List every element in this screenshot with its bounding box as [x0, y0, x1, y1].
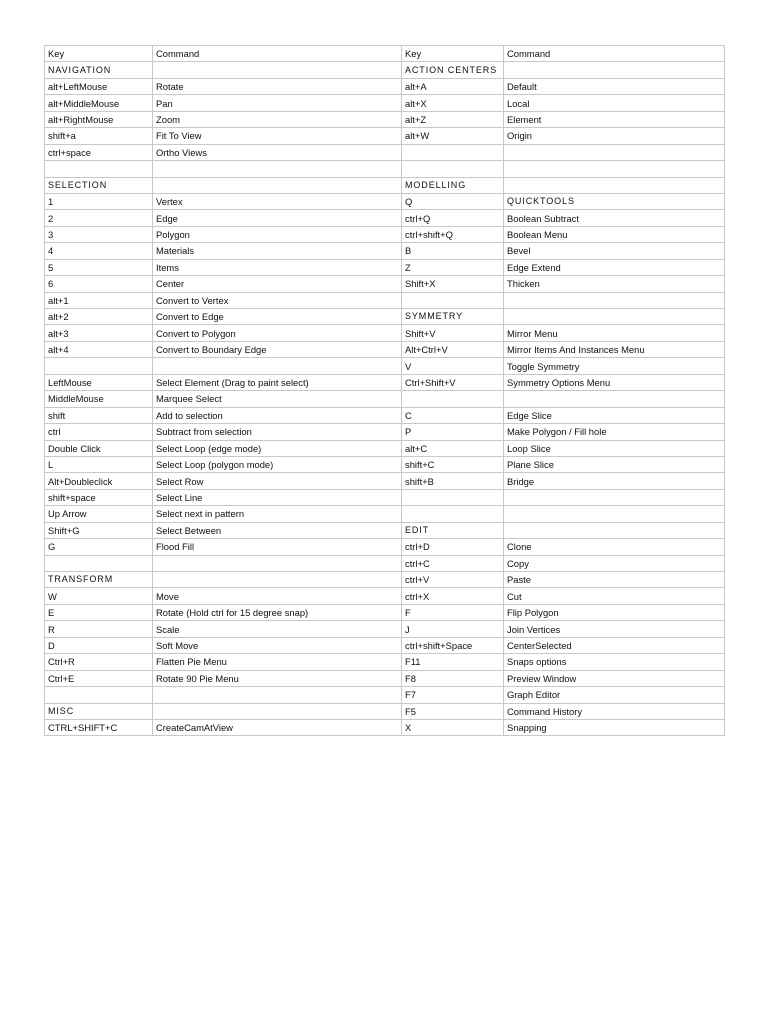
- right-command-cell: Clone: [504, 539, 725, 555]
- left-command-cell: Edge: [153, 210, 402, 226]
- left-key-cell: LeftMouse: [45, 374, 153, 390]
- right-key-cell: F5: [402, 703, 504, 719]
- left-command-cell: Rotate 90 Pie Menu: [153, 670, 402, 686]
- table-row: [45, 670, 725, 686]
- right-command-cell: Command History: [504, 703, 725, 719]
- right-command-cell: Copy: [504, 555, 725, 571]
- table-row: [45, 637, 725, 653]
- table-row: [45, 226, 725, 242]
- left-key-cell: Up Arrow: [45, 506, 153, 522]
- right-command-cell: Preview Window: [504, 670, 725, 686]
- right-command-cell: Snapping: [504, 719, 725, 735]
- right-key-cell: ctrl+shift+Q: [402, 226, 504, 242]
- right-command-cell: [504, 161, 725, 177]
- left-command-cell: Flood Fill: [153, 539, 402, 555]
- left-key-cell: W: [45, 588, 153, 604]
- section-header-cell: TRANSFORM: [45, 572, 153, 588]
- right-command-cell: Symmetry Options Menu: [504, 374, 725, 390]
- right-key-cell: F: [402, 604, 504, 620]
- table-row: [45, 391, 725, 407]
- section-header-cell: MISC: [45, 703, 153, 719]
- table-row: [45, 62, 725, 78]
- table-row: [45, 522, 725, 538]
- left-command-cell: [153, 572, 402, 588]
- left-key-cell: 4: [45, 243, 153, 259]
- left-command-cell: Select Element (Drag to paint select): [153, 374, 402, 390]
- shortcut-table-body: [45, 46, 725, 736]
- table-row: [45, 78, 725, 94]
- left-key-cell: 2: [45, 210, 153, 226]
- table-row: [45, 407, 725, 423]
- left-key-cell: [45, 358, 153, 374]
- right-key-cell: J: [402, 621, 504, 637]
- right-key-cell: V: [402, 358, 504, 374]
- table-row: [45, 489, 725, 505]
- table-row: [45, 555, 725, 571]
- left-command-cell: Subtract from selection: [153, 424, 402, 440]
- table-row: [45, 358, 725, 374]
- left-key-cell: alt+4: [45, 341, 153, 357]
- left-key-cell: alt+RightMouse: [45, 111, 153, 127]
- right-key-cell: B: [402, 243, 504, 259]
- right-command-cell: Graph Editor: [504, 687, 725, 703]
- left-key-cell: shift+space: [45, 489, 153, 505]
- table-row: [45, 111, 725, 127]
- right-key-cell: alt+X: [402, 95, 504, 111]
- right-command-cell: Snaps options: [504, 654, 725, 670]
- table-row: [45, 128, 725, 144]
- left-command-cell: Select Loop (polygon mode): [153, 456, 402, 472]
- right-command-cell: [504, 62, 725, 78]
- table-header-row: [45, 46, 725, 62]
- left-command-cell: Select Loop (edge mode): [153, 440, 402, 456]
- left-key-cell: L: [45, 456, 153, 472]
- table-row: [45, 177, 725, 193]
- left-command-cell: Items: [153, 259, 402, 275]
- left-command-cell: [153, 358, 402, 374]
- right-key-cell: Shift+X: [402, 276, 504, 292]
- right-command-cell: Default: [504, 78, 725, 94]
- right-key-cell: alt+A: [402, 78, 504, 94]
- left-key-cell: alt+LeftMouse: [45, 78, 153, 94]
- right-key-cell: ctrl+C: [402, 555, 504, 571]
- right-command-cell: [504, 177, 725, 193]
- left-command-cell: CreateCamAtView: [153, 719, 402, 735]
- right-command-cell: Boolean Menu: [504, 226, 725, 242]
- section-header-cell: ACTION CENTERS: [402, 62, 504, 78]
- table-row: [45, 473, 725, 489]
- section-header-cell: EDIT: [402, 522, 504, 538]
- table-row: [45, 95, 725, 111]
- table-row: [45, 506, 725, 522]
- table-row: [45, 161, 725, 177]
- right-command-cell: [504, 489, 725, 505]
- right-command-cell: Origin: [504, 128, 725, 144]
- table-row: [45, 424, 725, 440]
- right-key-cell: shift+C: [402, 456, 504, 472]
- right-command-cell: Bevel: [504, 243, 725, 259]
- left-command-cell: Flatten Pie Menu: [153, 654, 402, 670]
- right-key-cell: alt+Z: [402, 111, 504, 127]
- table-row: [45, 210, 725, 226]
- right-command-cell: Element: [504, 111, 725, 127]
- left-key-cell: E: [45, 604, 153, 620]
- right-command-cell: [504, 391, 725, 407]
- right-key-cell: [402, 292, 504, 308]
- left-key-cell: G: [45, 539, 153, 555]
- left-command-cell: [153, 555, 402, 571]
- right-key-cell: Alt+Ctrl+V: [402, 341, 504, 357]
- left-key-cell: 6: [45, 276, 153, 292]
- left-command-cell: [153, 703, 402, 719]
- left-command-cell: Rotate: [153, 78, 402, 94]
- right-key-cell: ctrl+V: [402, 572, 504, 588]
- right-command-cell: [504, 309, 725, 325]
- right-command-cell: Cut: [504, 588, 725, 604]
- column-header-right-command: Command: [504, 46, 725, 62]
- column-header-left-command: Command: [153, 46, 402, 62]
- left-key-cell: alt+1: [45, 292, 153, 308]
- left-command-cell: Pan: [153, 95, 402, 111]
- section-header-cell: MODELLING: [402, 177, 504, 193]
- right-command-cell: Mirror Items And Instances Menu: [504, 341, 725, 357]
- right-command-cell: Boolean Subtract: [504, 210, 725, 226]
- left-command-cell: Materials: [153, 243, 402, 259]
- left-command-cell: Select next in pattern: [153, 506, 402, 522]
- left-command-cell: Select Row: [153, 473, 402, 489]
- section-header-cell: SELECTION: [45, 177, 153, 193]
- right-key-cell: C: [402, 407, 504, 423]
- left-key-cell: Double Click: [45, 440, 153, 456]
- right-command-cell: [504, 506, 725, 522]
- left-command-cell: [153, 177, 402, 193]
- left-command-cell: Convert to Boundary Edge: [153, 341, 402, 357]
- table-row: [45, 572, 725, 588]
- table-row: [45, 243, 725, 259]
- left-key-cell: D: [45, 637, 153, 653]
- left-command-cell: [153, 161, 402, 177]
- table-row: [45, 703, 725, 719]
- shortcut-table: [44, 45, 725, 736]
- left-command-cell: Vertex: [153, 193, 402, 209]
- left-key-cell: ctrl+space: [45, 144, 153, 160]
- right-key-cell: [402, 391, 504, 407]
- right-command-cell: Join Vertices: [504, 621, 725, 637]
- right-key-cell: F11: [402, 654, 504, 670]
- table-row: [45, 309, 725, 325]
- right-command-cell: [504, 144, 725, 160]
- left-command-cell: [153, 62, 402, 78]
- right-key-cell: P: [402, 424, 504, 440]
- table-row: [45, 276, 725, 292]
- left-key-cell: 5: [45, 259, 153, 275]
- left-key-cell: CTRL+SHIFT+C: [45, 719, 153, 735]
- left-key-cell: Shift+G: [45, 522, 153, 538]
- right-command-cell: Plane Slice: [504, 456, 725, 472]
- right-command-cell: Paste: [504, 572, 725, 588]
- table-row: [45, 193, 725, 209]
- section-header-cell: NAVIGATION: [45, 62, 153, 78]
- left-key-cell: alt+3: [45, 325, 153, 341]
- table-row: [45, 604, 725, 620]
- section-header-cell: SYMMETRY: [402, 309, 504, 325]
- right-key-cell: Q: [402, 193, 504, 209]
- left-key-cell: shift+a: [45, 128, 153, 144]
- right-command-cell: Edge Extend: [504, 259, 725, 275]
- left-key-cell: Alt+Doubleclick: [45, 473, 153, 489]
- shortcut-sheet: [44, 45, 724, 736]
- left-key-cell: Ctrl+E: [45, 670, 153, 686]
- right-key-cell: alt+C: [402, 440, 504, 456]
- right-command-cell: Bridge: [504, 473, 725, 489]
- right-command-cell: Thicken: [504, 276, 725, 292]
- right-key-cell: [402, 506, 504, 522]
- right-command-cell: Toggle Symmetry: [504, 358, 725, 374]
- right-key-cell: alt+W: [402, 128, 504, 144]
- right-key-cell: F7: [402, 687, 504, 703]
- right-command-cell: Mirror Menu: [504, 325, 725, 341]
- right-key-cell: [402, 161, 504, 177]
- left-command-cell: Rotate (Hold ctrl for 15 degree snap): [153, 604, 402, 620]
- left-command-cell: Center: [153, 276, 402, 292]
- left-command-cell: Convert to Vertex: [153, 292, 402, 308]
- right-command-cell: Make Polygon / Fill hole: [504, 424, 725, 440]
- left-command-cell: Add to selection: [153, 407, 402, 423]
- left-key-cell: alt+MiddleMouse: [45, 95, 153, 111]
- right-key-cell: ctrl+Q: [402, 210, 504, 226]
- right-command-cell: Flip Polygon: [504, 604, 725, 620]
- right-key-cell: Shift+V: [402, 325, 504, 341]
- table-row: [45, 687, 725, 703]
- left-command-cell: [153, 687, 402, 703]
- right-key-cell: shift+B: [402, 473, 504, 489]
- left-key-cell: ctrl: [45, 424, 153, 440]
- left-command-cell: Zoom: [153, 111, 402, 127]
- right-key-cell: ctrl+shift+Space: [402, 637, 504, 653]
- table-row: [45, 292, 725, 308]
- table-row: [45, 456, 725, 472]
- left-key-cell: [45, 161, 153, 177]
- right-command-cell: Loop Slice: [504, 440, 725, 456]
- table-row: [45, 719, 725, 735]
- table-row: [45, 539, 725, 555]
- table-row: [45, 259, 725, 275]
- left-command-cell: Scale: [153, 621, 402, 637]
- table-row: [45, 325, 725, 341]
- left-key-cell: Ctrl+R: [45, 654, 153, 670]
- right-key-cell: X: [402, 719, 504, 735]
- right-command-cell: CenterSelected: [504, 637, 725, 653]
- table-row: [45, 654, 725, 670]
- left-command-cell: Select Line: [153, 489, 402, 505]
- right-key-cell: ctrl+X: [402, 588, 504, 604]
- left-key-cell: MiddleMouse: [45, 391, 153, 407]
- left-key-cell: 3: [45, 226, 153, 242]
- right-command-cell: [504, 292, 725, 308]
- left-key-cell: shift: [45, 407, 153, 423]
- table-row: [45, 341, 725, 357]
- right-key-cell: [402, 144, 504, 160]
- right-key-cell: Z: [402, 259, 504, 275]
- left-key-cell: [45, 687, 153, 703]
- left-command-cell: Ortho Views: [153, 144, 402, 160]
- table-row: [45, 374, 725, 390]
- left-command-cell: Move: [153, 588, 402, 604]
- column-header-left-key: Key: [45, 46, 153, 62]
- left-command-cell: Convert to Polygon: [153, 325, 402, 341]
- left-key-cell: 1: [45, 193, 153, 209]
- left-command-cell: Fit To View: [153, 128, 402, 144]
- right-key-cell: [402, 489, 504, 505]
- left-command-cell: Polygon: [153, 226, 402, 242]
- right-key-cell: Ctrl+Shift+V: [402, 374, 504, 390]
- right-command-cell: [504, 522, 725, 538]
- column-header-right-key: Key: [402, 46, 504, 62]
- table-row: [45, 588, 725, 604]
- right-key-cell: ctrl+D: [402, 539, 504, 555]
- left-command-cell: Select Between: [153, 522, 402, 538]
- section-header-cell: QUICKTOOLS: [504, 193, 725, 209]
- table-row: [45, 440, 725, 456]
- left-command-cell: Convert to Edge: [153, 309, 402, 325]
- left-key-cell: [45, 555, 153, 571]
- table-row: [45, 144, 725, 160]
- right-key-cell: F8: [402, 670, 504, 686]
- left-key-cell: R: [45, 621, 153, 637]
- left-key-cell: alt+2: [45, 309, 153, 325]
- left-command-cell: Marquee Select: [153, 391, 402, 407]
- right-command-cell: Local: [504, 95, 725, 111]
- table-row: [45, 621, 725, 637]
- right-command-cell: Edge Slice: [504, 407, 725, 423]
- left-command-cell: Soft Move: [153, 637, 402, 653]
